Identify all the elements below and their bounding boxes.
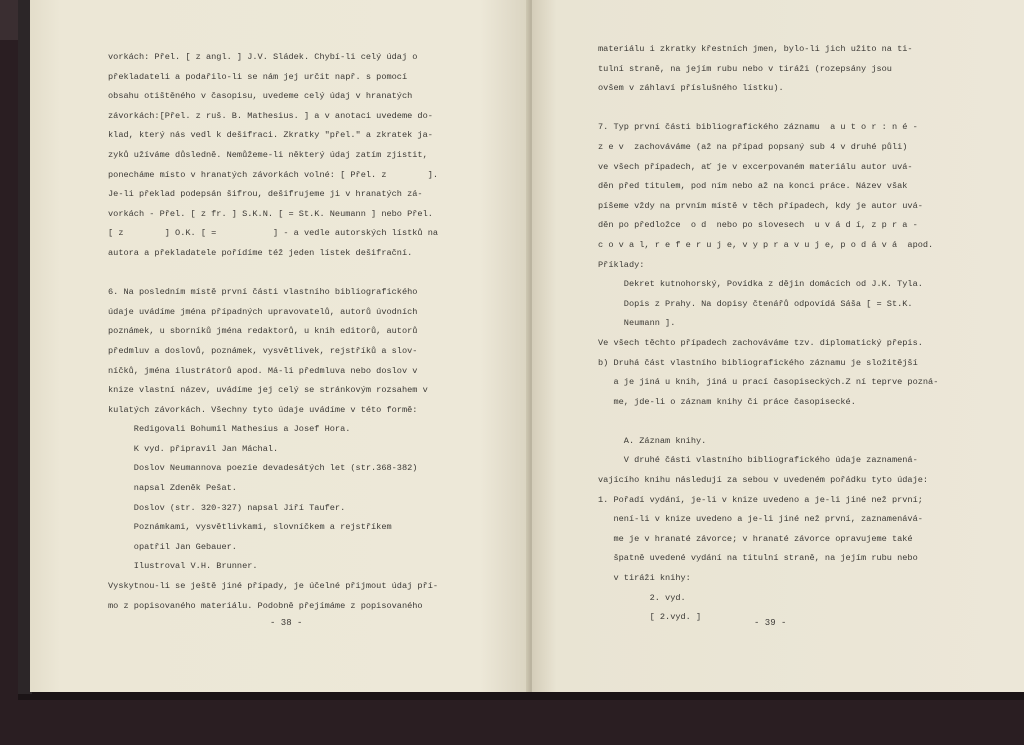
text-line: Poznámkami, vysvětlivkami, slovníčkem a rejstříkem: [108, 522, 392, 533]
right-page-text: [598, 40, 938, 628]
text-line: zyků užíváme důsledně. Nemůžeme-li některý údaj zatím zjistit,: [108, 149, 428, 160]
text-line: není-li v knize uvedeno a je-li jiné než první, zaznamenává-: [598, 514, 923, 525]
left-page-number: - 38 -: [270, 618, 303, 628]
text-line: K vyd. připravil Jan Máchal.: [108, 443, 279, 454]
text-line: vajícího knihu následují za sebou v uvedeném pořádku tyto údaje:: [598, 475, 929, 486]
text-line: ve všech případech, ať je v excerpovaném materiálu autor uvá-: [598, 161, 913, 172]
text-line: autora a překladatele pořídíme též jeden lístek dešifrační.: [108, 247, 413, 258]
text-line: Dekret kutnohorský, Povídka z dějin domácích od J.K. Tyla.: [598, 279, 923, 290]
text-line: [598, 99, 938, 119]
text-line: níčků, jména ilustrátorů apod. Má-li předmluva nebo doslov v: [108, 365, 418, 376]
text-line: b) Druhá část vlastního bibliografického záznamu je složitější: [598, 357, 918, 368]
text-line: materiálu i zkratky křestních jmen, bylo-li jich užito na ti-: [598, 44, 913, 54]
text-line: kulatých závorkách. Všechny tyto údaje uvádíme v této formě:: [108, 404, 418, 415]
text-line: obsahu otištěného v časopisu, uvedeme celý údaj v hranatých: [108, 91, 413, 102]
text-line: napsal Zdeněk Pešat.: [108, 483, 237, 494]
text-line: poznámek, u sborníků jména redaktorů, u knih editorů, autorů: [108, 326, 418, 337]
text-line: [108, 264, 438, 284]
left-page: [30, 0, 530, 692]
text-line: děn po předložce o d nebo po slovesech u v á d í, z p r a -: [598, 220, 918, 231]
text-line: Dopis z Prahy. Na dopisy čtenářů odpovídá Sáša [ = St.K.: [598, 298, 913, 309]
text-line: předmluv a doslovů, poznámek, vysvětlivek, rejstříků a slov-: [108, 345, 418, 356]
text-line: me je v hranaté závorce; v hranaté závorce opravujeme také: [598, 533, 913, 544]
text-line: me, jde-li o záznam knihy či práce časopisecké.: [598, 396, 856, 407]
text-line: Neumann ].: [598, 318, 676, 329]
text-line: A. Záznam knihy.: [598, 435, 707, 446]
text-line: 2. vyd.: [598, 592, 686, 603]
text-line: Vyskytnou-li se ještě jiné případy, je účelné přijmout údaj pří-: [108, 581, 439, 592]
text-line: [ 2.vyd. ]: [598, 612, 702, 623]
text-line: špatně uvedené vydání na titulní straně, na jejím rubu nebo: [598, 553, 918, 564]
text-line: opatřil Jan Gebauer.: [108, 541, 237, 552]
text-line: Je-li překlad podepsán šifrou, dešifrujeme ji v hranatých zá-: [108, 189, 423, 200]
text-line: ovšem v záhlaví příslušného lístku).: [598, 83, 784, 94]
right-page: [532, 0, 1024, 692]
text-line: 6. Na posledním místě první části vlastního bibliografického: [108, 287, 418, 298]
text-line: ponecháme místo v hranatých závorkách volné: [ Přel. z ].: [108, 169, 439, 180]
text-line: překladateli a podařilo-li se nám jej určit např. s pomocí: [108, 71, 408, 82]
left-page-text: [108, 48, 438, 616]
text-line: mo z popisovaného materiálu. Podobně přejímáme z popisovaného: [108, 600, 423, 611]
text-line: píšeme vždy na prvním místě v těch případech, kdy je autor uvá-: [598, 200, 923, 211]
text-line: tulní straně, na jejím rubu nebo v tiráži (rozepsány jsou: [598, 63, 892, 74]
text-line: knize vlastní název, uvádíme jej celý se stránkovým rozsahem v: [108, 385, 428, 396]
text-line: [ z ] O.K. [ = ] - a vedle autorských lístků na: [108, 228, 439, 239]
text-line: Doslov Neumannova poezie devadesátých let (str.368-382): [108, 463, 418, 474]
text-line: Doslov (str. 320-327) napsal Jiří Taufer.: [108, 502, 346, 513]
text-line: [598, 412, 938, 432]
text-line: Příklady:: [598, 259, 645, 270]
text-line: klad, který nás vedl k dešifraci. Zkratky "přel." a zkratek ja-: [108, 130, 433, 141]
text-line: Redigovali Bohumil Mathesius a Josef Hora.: [108, 424, 351, 435]
text-line: závorkách:[Přel. z ruš. B. Mathesius. ] a v anotaci uvedeme do-: [108, 110, 433, 121]
text-line: údaje uvádíme jména případných upravovatelů, autorů úvodních: [108, 306, 418, 317]
text-line: c o v a l, r e f e r u j e, v y p r a v u j e, p o d á v á apod.: [598, 239, 934, 250]
text-line: Ilustroval V.H. Brunner.: [108, 561, 258, 572]
text-line: Ve všech těchto případech zachováváme tzv. diplomatický přepis.: [598, 337, 923, 348]
text-line: 7. Typ první části bibliografického záznamu a u t o r : n é -: [598, 122, 918, 133]
right-page-number: - 39 -: [754, 618, 787, 628]
text-line: v tiráži knihy:: [598, 573, 691, 584]
text-line: 1. Pořadí vydání, je-li v knize uvedeno a je-li jiné než první;: [598, 494, 923, 505]
text-line: z e v zachováváme (až na případ popsaný sub 4 v druhé půli): [598, 141, 908, 152]
text-line: V druhé části vlastního bibliografického údaje zaznamená-: [598, 455, 918, 466]
text-line: vorkách: Přel. [ z angl. ] J.V. Sládek. Chybí-li celý údaj o: [108, 52, 418, 62]
text-line: děn před titulem, pod ním nebo až na konci práce. Název však: [598, 181, 908, 192]
text-line: a je jiná u knih, jiná u prací časopiseckých.Z ní teprve pozná-: [598, 377, 939, 388]
text-line: vorkách - Přel. [ z fr. ] S.K.N. [ = St.K. Neumann ] nebo Přel.: [108, 208, 433, 219]
